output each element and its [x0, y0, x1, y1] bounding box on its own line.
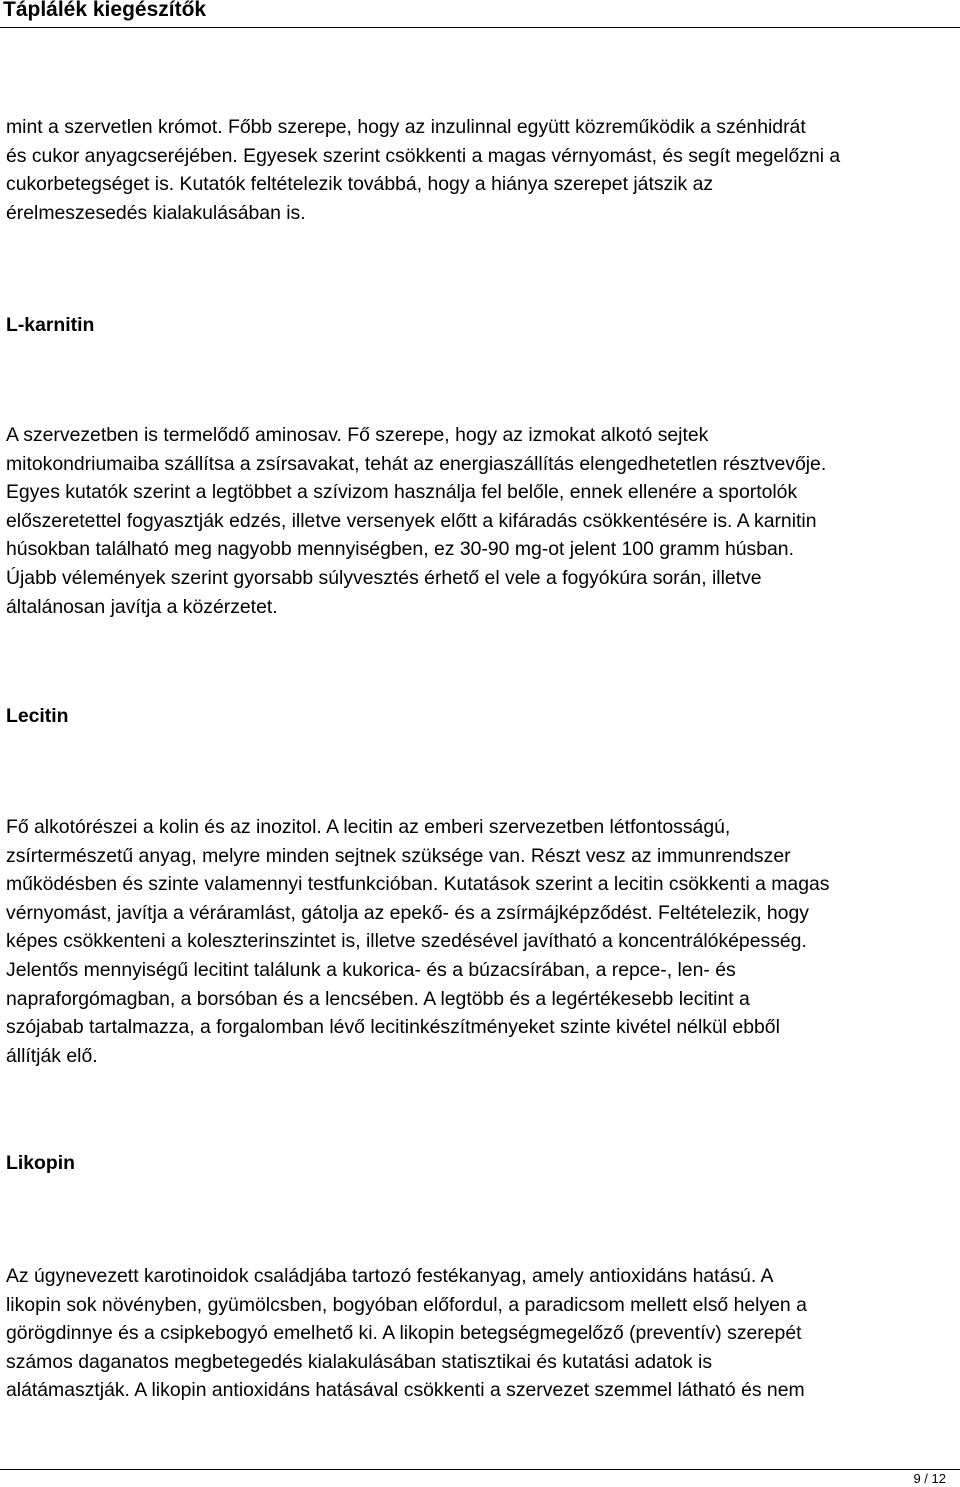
paragraph-line: érelmeszesedés kialakulásában is. — [6, 201, 306, 224]
paragraph-line: cukorbetegséget is. Kutatók feltételezik továbbá, hogy a hiánya szerepet játszik az — [6, 173, 714, 196]
paragraph-line: napraforgómagban, a borsóban és a lencsében. A legtöbb és a legértékesebb lecitint a — [6, 987, 750, 1010]
footer-divider — [0, 1469, 960, 1470]
section-heading-likopin: Likopin — [6, 1152, 75, 1174]
paragraph-line: Jelentős mennyiségű lecitint találunk a kukorica- és a búzacsírában, a repce-, len- és — [6, 958, 736, 981]
paragraph-line: előszeretettel fogyasztják edzés, illetve versenyek előtt a kifáradás csökkentésére is. A karnitin — [6, 509, 817, 532]
paragraph-line: mint a szervetlen krómot. Főbb szerepe, hogy az inzulinnal együtt közreműködik a szénhidrát — [6, 116, 806, 138]
page-number: 9 / 12 — [913, 1471, 946, 1486]
paragraph-line: likopin sok növényben, gyümölcsben, bogyóban előfordul, a paradicsom mellett első helyen a — [6, 1293, 807, 1316]
paragraph-line: képes csökkenteni a koleszterinszintet is, illetve szedésével javítható a koncentrálóképesség. — [6, 930, 807, 953]
section-paragraph-likopin — [6, 1262, 958, 1405]
paragraph-line: számos daganatos megbetegedés kialakulásában statisztikai és kutatási adatok is — [6, 1350, 713, 1373]
paragraph-line: alátámasztják. A likopin antioxidáns hatásával csökkenti a szervezet szemmel látható és nem — [6, 1379, 805, 1402]
section-heading-lecitin: Lecitin — [6, 705, 69, 727]
paragraph-line: Fő alkotórészei a kolin és az inozitol. A lecitin az emberi szervezetben létfontosságú, — [6, 816, 731, 838]
paragraph-line: A szervezetben is termelődő aminosav. Fő szerepe, hogy az izmokat alkotó sejtek — [6, 424, 709, 446]
paragraph-line: állítják elő. — [6, 1044, 98, 1067]
paragraph-line: vérnyomást, javítja a véráramlást, gátolja az epekő- és a zsírmájképződést. Feltételezik, hogy — [6, 901, 809, 924]
section-paragraph-lecitin — [6, 813, 958, 1070]
section-heading-l-karnitin: L-karnitin — [6, 314, 95, 336]
paragraph-line: húsokban található meg nagyobb mennyiségben, ez 30-90 mg-ot jelent 100 gramm húsban. — [6, 538, 794, 561]
paragraph-line: Az úgynevezett karotinoidok családjába tartozó festékanyag, amely antioxidáns hatású. A — [6, 1265, 774, 1287]
page-header — [0, 0, 960, 28]
paragraph-line: Egyes kutatók szerint a legtöbbet a szívizom használja fel belőle, ennek ellenére a sportolók — [6, 481, 798, 504]
document-title: Táplálék kiegészítők — [3, 0, 207, 21]
paragraph-line: Újabb vélemények szerint gyorsabb súlyvesztés érhető el vele a fogyókúra során, illetve — [6, 566, 762, 589]
paragraph-line: általánosan javítja a közérzetet. — [6, 595, 278, 618]
paragraph-line: mitokondriumaiba szállítsa a zsírsavakat, tehát az energiaszállítás elengedhetetlen résztvevője. — [6, 452, 827, 475]
section-paragraph-l-karnitin — [6, 421, 958, 621]
intro-paragraph — [6, 113, 958, 227]
paragraph-line: és cukor anyagcseréjében. Egyesek szerint csökkenti a magas vérnyomást, és segít megelőzni a — [6, 144, 841, 167]
paragraph-line: szójabab tartalmazza, a forgalomban lévő lecitinkészítményeket szinte kivétel nélkül ebből — [6, 1016, 780, 1039]
paragraph-line: zsírtermészetű anyag, melyre minden sejtnek szüksége van. Részt vesz az immunrendszer — [6, 844, 791, 867]
paragraph-line: görögdinnye és a csipkebogyó emelhető ki. A likopin betegségmegelőző (preventív) szerepét — [6, 1322, 802, 1345]
paragraph-line: működésben és szinte valamennyi testfunkcióban. Kutatások szerint a lecitin csökkenti a magas — [6, 873, 830, 896]
